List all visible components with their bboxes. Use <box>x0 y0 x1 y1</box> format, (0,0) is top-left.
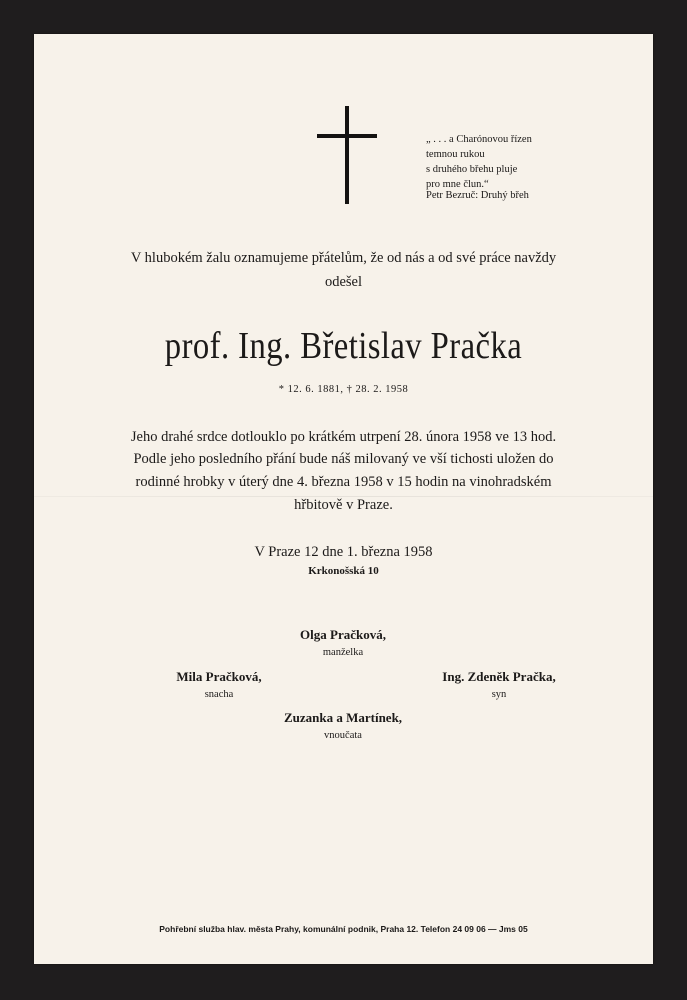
quote-line: „ . . . a Charónovou řízen <box>426 134 532 145</box>
quote-line: temnou rukou <box>426 149 485 160</box>
place-date: V Praze 12 dne 1. března 1958 <box>254 544 433 560</box>
quote-line: pro mne člun.“ <box>426 179 489 190</box>
deceased-name: prof. Ing. Břetislav Pračka <box>164 325 523 367</box>
mourner <box>394 669 604 700</box>
footer-funeral-service: Pohřební služba hlav. města Prahy, komunální podnik, Praha 12. Telefon 24 09 06 — Jms 05 <box>159 924 528 934</box>
cross-icon <box>317 106 377 204</box>
deceased-dates: * 12. 6. 1881, † 28. 2. 1958 <box>278 384 409 395</box>
quote-author: Petr Bezruč: Druhý břeh <box>426 190 529 201</box>
mourner-relation: vnoučata <box>324 730 362 741</box>
details-line: Podle jeho posledního přání bude náš milovaný ve vší tichosti uložen do <box>133 451 554 467</box>
mourner-name: Olga Pračková, <box>300 627 386 642</box>
mourner <box>243 627 443 658</box>
details-line: Jeho drahé srdce dotlouklo po krátkém utrpení 28. února 1958 ve 13 hod. <box>130 429 557 445</box>
mourner <box>243 710 443 741</box>
mourner-relation: snacha <box>204 689 234 700</box>
mourner-relation: syn <box>491 689 507 700</box>
intro-line: odešel <box>324 274 363 290</box>
mourner-name: Zuzanka a Martínek, <box>283 710 403 725</box>
details-line: hřbitově v Praze. <box>294 497 393 513</box>
intro-line: V hlubokém žalu oznamujeme přátelům, že od nás a od své práce navždy <box>130 250 557 266</box>
mourner-name: Mila Pračková, <box>176 669 262 684</box>
mourner-name: Ing. Zdeněk Pračka, <box>442 669 556 684</box>
quote-line: s druhého břehu pluje <box>426 164 518 175</box>
mourner-relation: manželka <box>322 647 364 658</box>
street-address: Krkonošská 10 <box>308 565 379 577</box>
mourner <box>134 669 304 700</box>
details-line: rodinné hrobky v úterý dne 4. března 1958 v 15 hodin na vinohradském <box>135 474 552 490</box>
obituary-notice <box>34 34 653 964</box>
quote <box>426 132 532 192</box>
